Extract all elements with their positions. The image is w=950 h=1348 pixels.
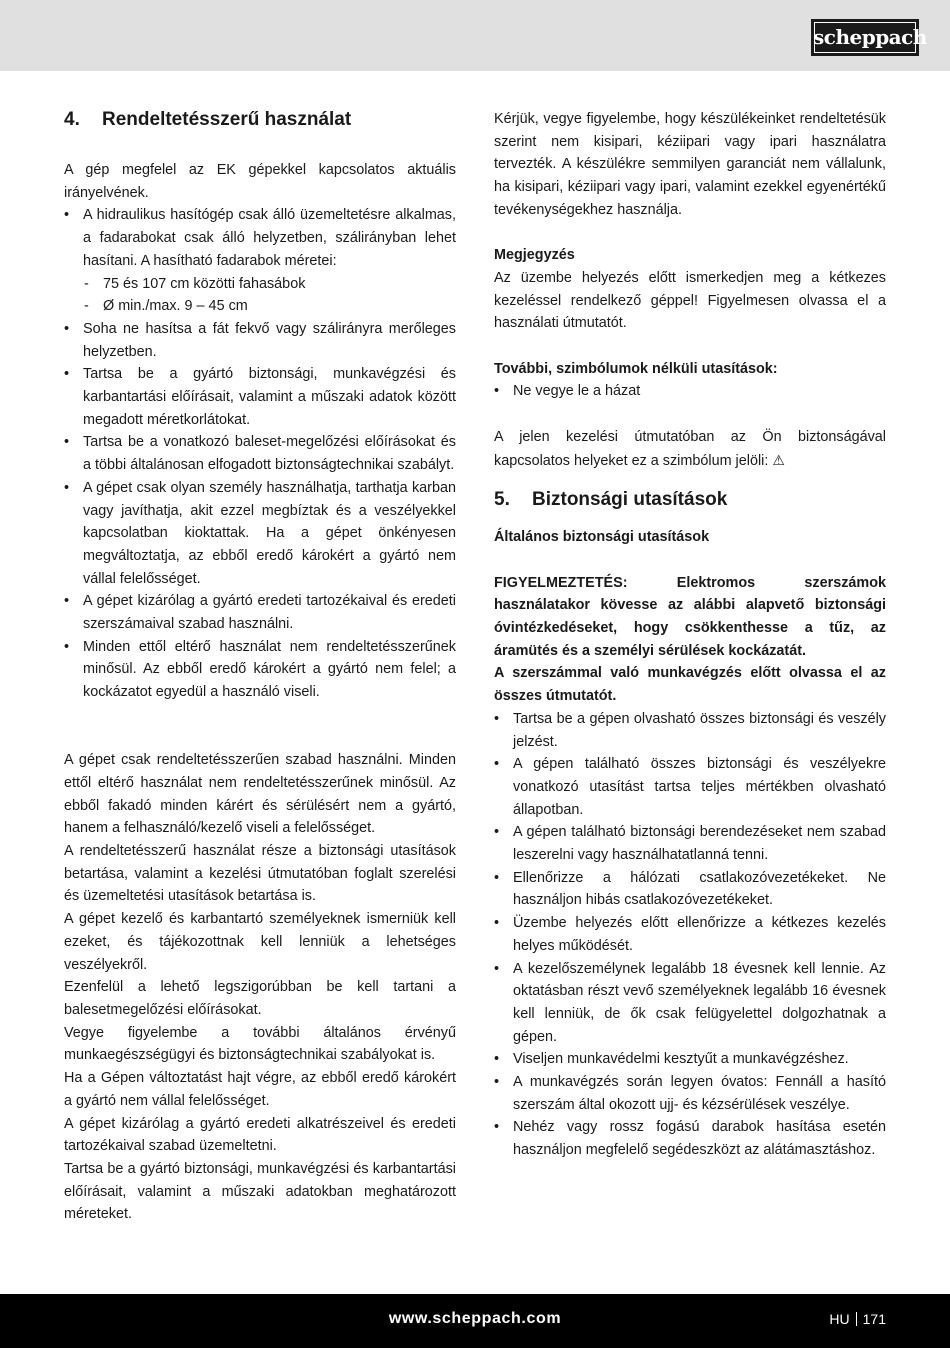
paragraph: Tartsa be a gyártó biztonsági, munkavégzési és karbantartási előírásait, valamint a műszaki adatokban meghatározott méreteket.: [64, 1160, 456, 1223]
further-bullet-list: [494, 380, 886, 403]
bullet-item: • Ellenőrizze a hálózati csatlakozóvezetékeket. Ne használjon hibás csatlakozóvezetékeket.: [494, 867, 886, 912]
bullet-item: • Tartsa be a vonatkozó baleset-megelőzési előírásokat és a többi általánosan elfogadott biztonságtechnikai szabályt.: [64, 431, 456, 476]
section-4-heading: [64, 108, 456, 132]
paragraph: A gépet kezelő és karbantartó személyeknek ismerniük kell ezeket, és tájékozottnak kell lenniük a lehetséges veszélyekről.: [64, 911, 456, 973]
left-column: [64, 108, 456, 1226]
general-safety-heading: Általános biztonsági utasítások: [494, 529, 710, 546]
section-4-title: Rendeltetésszerű használat: [102, 109, 352, 130]
paragraph: A gépet kizárólag a gyártó eredeti alkatrészeivel és eredeti tartozékaival szabad üzemeltetni.: [64, 1115, 456, 1155]
header-bar: [0, 0, 950, 71]
section-5-heading: [494, 488, 886, 512]
warning-triangle-icon: ⚠: [772, 451, 785, 468]
usage-note-paragraph: Kérjük, vegye figyelembe, hogy készülékeinket rendeltetésük szerint nem kisipari, kéziipari vagy ipari használatra tervezték. A készülékre semmilyen garanciát nem vállalunk, ha kisipari, kéziipari vagy ipari, valamint ezekkel egyenértékű tevékenységekhez használja.: [494, 111, 886, 218]
bullet-item: • A munkavégzés során legyen óvatos: Fennáll a hasító szerszám által okozott ujj- és kézsérülések veszélye.: [494, 1071, 886, 1116]
intro-paragraph: A gép megfelel az EK gépekkel kapcsolatos aktuális irányelvének.: [64, 162, 456, 201]
dash-item: - Ø min./max. 9 – 45 cm: [64, 295, 456, 318]
bullet-item: • A gépet kizárólag a gyártó eredeti tartozékaival és eredeti szerszámaival szabad használni.: [64, 590, 456, 635]
note-text: Az üzembe helyezés előtt ismerkedjen meg a kétkezes kezeléssel rendelkező géppel! Figyelmesen olvassa el a használati útmutatót.: [494, 269, 886, 332]
safety-bullet-list: [494, 708, 886, 1162]
page-number: 171: [862, 1311, 886, 1327]
section-5-number: 5.: [494, 489, 510, 511]
bullet-item: • Tartsa be a gépen olvasható összes biztonsági és veszély jelzést.: [494, 708, 886, 753]
bullet-item: • Soha ne hasítsa a fát fekvő vagy szálirányra merőleges helyzetben.: [64, 318, 456, 363]
bullet-item: • A gépen található összes biztonsági és veszélyekre vonatkozó utasítást tartsa teljes mértékben olvasható állapotban.: [494, 753, 886, 821]
section-4-number: 4.: [64, 109, 80, 130]
bullet-item: • Minden ettől eltérő használat nem rendeltetésszerűnek minősül. Az ebből eredő károkért a gyártó nem felel; a kockázatot egyedül a használó viseli.: [64, 636, 456, 704]
language-code: HU: [829, 1311, 850, 1327]
paragraph: Vegye figyelembe a további általános érvényű munkaegészségügyi és biztonságtechnikai szabályokat is.: [64, 1024, 456, 1064]
website-link[interactable]: www.scheppach.com: [388, 1310, 562, 1327]
bullet-item: • A kezelőszemélynek legalább 18 évesnek kell lennie. Az oktatásban részt vevő személyeknek legalább 16 évesnek kell lenniük, de ők csak felügyelettel dolgozhatnak a gépen.: [494, 958, 886, 1049]
bullet-item: • A gépet csak olyan személy használhatja, tarthatja karban vagy javíthatja, akit ezzel megbíztak és a veszélyekkel kapcsolatban kioktattak. Ha a gépet önkényesen megváltoztatja, az ebből eredő károkért a gyártó nem vállal felelősséget.: [64, 477, 456, 591]
page-indicator: [829, 1311, 886, 1327]
bullet-item: • A hidraulikus hasítógép csak álló üzemeltetésre alkalmas, a fadarabokat csak álló helyzetben, szálirányban lehet hasítani. A hasítható fadarabok méretei: - 75 és 107 cm közötti fahasábok - Ø min./max. 9 – 45 cm: [64, 204, 456, 318]
bullet-item: • Tartsa be a gyártó biztonsági, munkavégzési és karbantartási előírásait, valamint a műszaki adatok között megadott méretkorlátokat.: [64, 363, 456, 431]
paragraph: A gépet csak rendeltetésszerűen szabad használni. Minden ettől eltérő használat nem rendeltetésszerűnek minősül. Az ebből fakadó minden kárért és sérülésért nem a gyártó, hanem a felhasználó/kezelő viseli a felelősséget.: [64, 752, 456, 837]
dash-item: - 75 és 107 cm közötti fahasábok: [64, 273, 456, 296]
bullet-item: • Nehéz vagy rossz fogású darabok hasítása esetén használjon megfelelő segédeszközt az alátámasztáshoz.: [494, 1116, 886, 1161]
symbol-paragraph: A jelen kezelési útmutatóban az Ön biztonságával kapcsolatos helyeket ez a szimbólum jelöli: ⚠: [494, 426, 886, 472]
separator: [856, 1312, 857, 1326]
usage-bullet-list: [64, 204, 456, 703]
paragraph: Ha a Gépen változtatást hajt végre, az ebből eredő károkért a gyártó nem vállal felelősséget.: [64, 1070, 456, 1109]
section-5-title: Biztonsági utasítások: [532, 489, 728, 511]
note-heading: Megjegyzés: [494, 247, 575, 264]
right-column: [494, 108, 886, 1162]
paragraph: A rendeltetésszerű használat része a biztonsági utasítások betartása, valamint a kezelési útmutatóban foglalt szerelési és üzemeltetési utasítások betartása is.: [64, 843, 456, 905]
footer-bar: [0, 1294, 950, 1348]
bullet-item: • Ne vegye le a házat: [494, 380, 886, 403]
further-instructions-heading: További, szimbólumok nélküli utasítások:: [494, 360, 778, 377]
dimension-list: [64, 273, 456, 318]
warning-paragraph-2: A szerszámmal való munkavégzés előtt olvassa el az összes útmutatót.: [494, 665, 886, 705]
paragraph: Ezenfelül a lehető legszigorúbban be kell tartani a balesetmegelőzési előírásokat.: [64, 979, 456, 1018]
bullet-item: • A gépen található biztonsági berendezéseket nem szabad leszerelni vagy használhatatlanná tenni.: [494, 821, 886, 866]
scheppach-logo: scheppach: [811, 19, 919, 56]
bullet-item: • Üzembe helyezés előtt ellenőrizze a kétkezes kezelés helyes működését.: [494, 912, 886, 957]
bullet-item: • Viseljen munkavédelmi kesztyűt a munkavégzéshez.: [494, 1048, 886, 1071]
warning-paragraph: FIGYELMEZTETÉS: Elektromos szerszámok használatakor kövesse az alábbi alapvető biztonsági óvintézkedéseket, hogy csökkenthesse a tűz, az áramütés és a személyi sérülések kockázatát.: [494, 574, 886, 659]
